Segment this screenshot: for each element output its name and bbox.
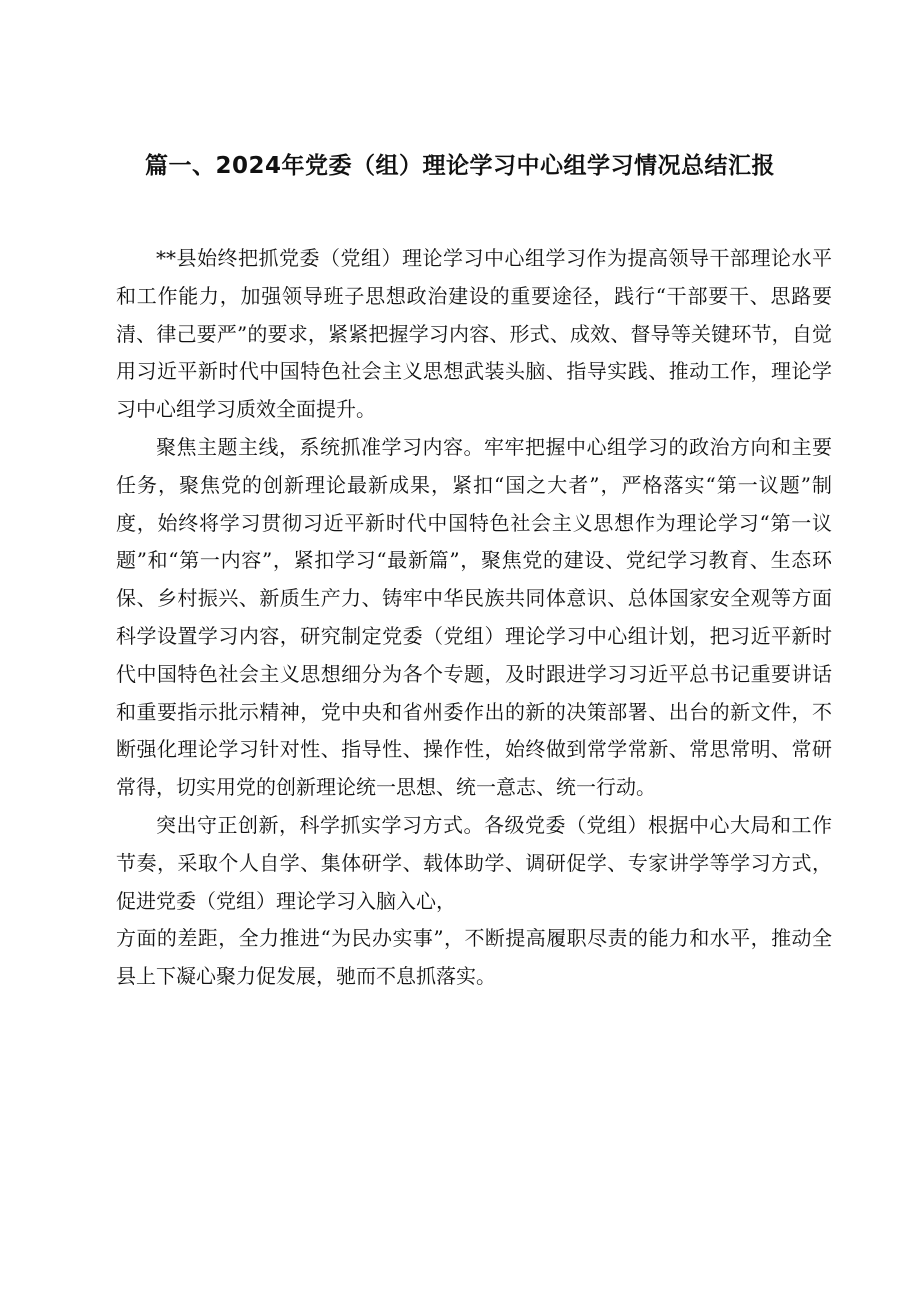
document-title: 篇一、2024年党委（组）理论学习中心组学习情况总结汇报	[144, 153, 775, 179]
paragraph-intro: **县始终把抓党委（党组）理论学习中心组学习作为提高领导干部理论水平和工作能力，加强领导班子思想政治建设的重要途径，践行“干部要干、思路要清、律己要严”的要求，紧紧把握学习内容、形式、成效、督导等关键环节，自觉用习近平新时代中国特色社会主义思想武装头脑、指导实践、推动工作，理论学习中心组学习质效全面提升。	[116, 246, 832, 422]
paragraph-learning-method: 突出守正创新，科学抓实学习方式。各级党委（党组）根据中心大局和工作节奏，采取个人自学、集体研学、载体助学、调研促学、专家讲学等学习方式，促进党委（党组）理论学习入脑入心，	[116, 812, 832, 913]
paragraph-learning-content: 聚焦主题主线，系统抓准学习内容。牢牢把握中心组学习的政治方向和主要任务，聚焦党的创新理论最新成果，紧扣“国之大者”，严格落实“第一议题”制度，始终将学习贯彻习近平新时代中国特色社会主义思想作为理论学习“第一议题”和“第一内容”，紧扣学习“最新篇”，聚焦党的建设、党纪学习教育、生态环保、乡村振兴、新质生产力、铸牢中华民族共同体意识、总体国家安全观等方面科学设置学习内容，研究制定党委（党组）理论学习中心组计划，把习近平新时代中国特色社会主义思想细分为各个专题，及时跟进学习习近平总书记重要讲话和重要指示批示精神，党中央和省州委作出的新的决策部署、出台的新文件，不断强化理论学习针对性、指导性、操作性，始终做到常学常新、常思常明、常研常得，切实用党的创新理论统一思想、统一意志、统一行动。	[116, 434, 832, 800]
document-body	[116, 240, 832, 996]
paragraph-conclusion: 方面的差距，全力推进“为民办实事”，不断提高履职尽责的能力和水平，推动全县上下凝心聚力促发展，驰而不息抓落实。	[116, 926, 832, 989]
